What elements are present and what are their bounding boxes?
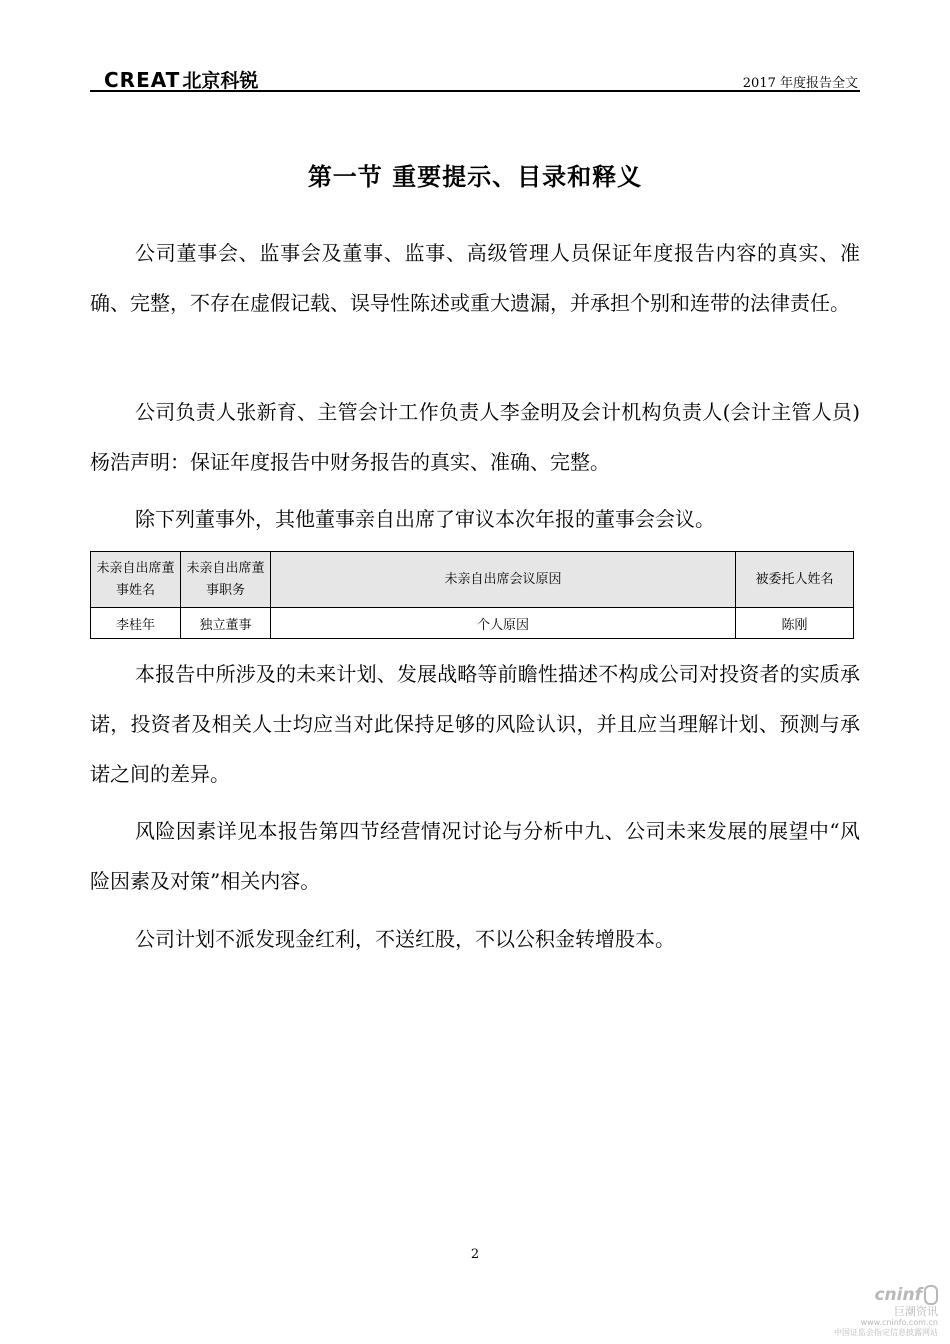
absent-directors-table	[90, 551, 854, 639]
table-header-row	[91, 552, 854, 608]
cninfo-swirl-icon	[924, 1285, 938, 1305]
cninfo-watermark	[834, 1285, 938, 1338]
header-reason: 未亲自出席会议原因	[271, 552, 736, 608]
cell-reason: 个人原因	[271, 608, 736, 639]
paragraph-risk-factors: 风险因素详见本报告第四节经营情况讨论与分析中九、公司未来发展的展望中“风险因素及对策”相关内容。	[90, 819, 860, 893]
header-name: 未亲自出席董事姓名	[91, 552, 181, 608]
paragraph-financial-statement: 公司负责人张新育、主管会计工作负责人李金明及会计机构负责人(会计主管人员)杨浩声明：保证年度报告中财务报告的真实、准确、完整。	[90, 400, 860, 474]
company-logo	[104, 66, 258, 93]
header-proxy: 被委托人姓名	[736, 552, 854, 608]
logo-english: CREAT	[104, 67, 181, 92]
cell-proxy: 陈刚	[736, 608, 854, 639]
watermark-footer: 中国证监会指定信息披露网站	[834, 1328, 938, 1337]
cell-name: 李桂年	[91, 608, 181, 639]
watermark-url: www.cninfo.com.cn	[860, 1318, 938, 1327]
page-header	[90, 62, 860, 92]
paragraph-dividend-plan: 公司计划不派发现金红利，不送红股，不以公积金转增股本。	[135, 927, 675, 951]
report-label: 2017 年度报告全文	[742, 76, 858, 91]
table-row	[91, 608, 854, 639]
cell-position: 独立董事	[181, 608, 271, 639]
paragraph-responsibility: 公司董事会、监事会及董事、监事、高级管理人员保证年度报告内容的真实、准确、完整，不存在虚假记载、误导性陈述或重大遗漏，并承担个别和连带的法律责任。	[90, 241, 860, 315]
section-title: 第一节 重要提示、目录和释义	[307, 162, 643, 191]
paragraph-absent-directors: 除下列董事外，其他董事亲自出席了审议本次年报的董事会会议。	[135, 507, 715, 531]
header-position: 未亲自出席董事职务	[181, 552, 271, 608]
page-number: 2	[470, 1247, 480, 1262]
watermark-cn: 巨潮资讯	[894, 1305, 938, 1318]
logo-chinese: 北京科锐	[182, 70, 259, 92]
paragraph-forward-looking: 本报告中所涉及的未来计划、发展战略等前瞻性描述不构成公司对投资者的实质承诺，投资者及相关人士均应当对此保持足够的风险认识，并且应当理解计划、预测与承诺之间的差异。	[90, 662, 860, 786]
watermark-logo: cninf	[834, 1285, 938, 1305]
